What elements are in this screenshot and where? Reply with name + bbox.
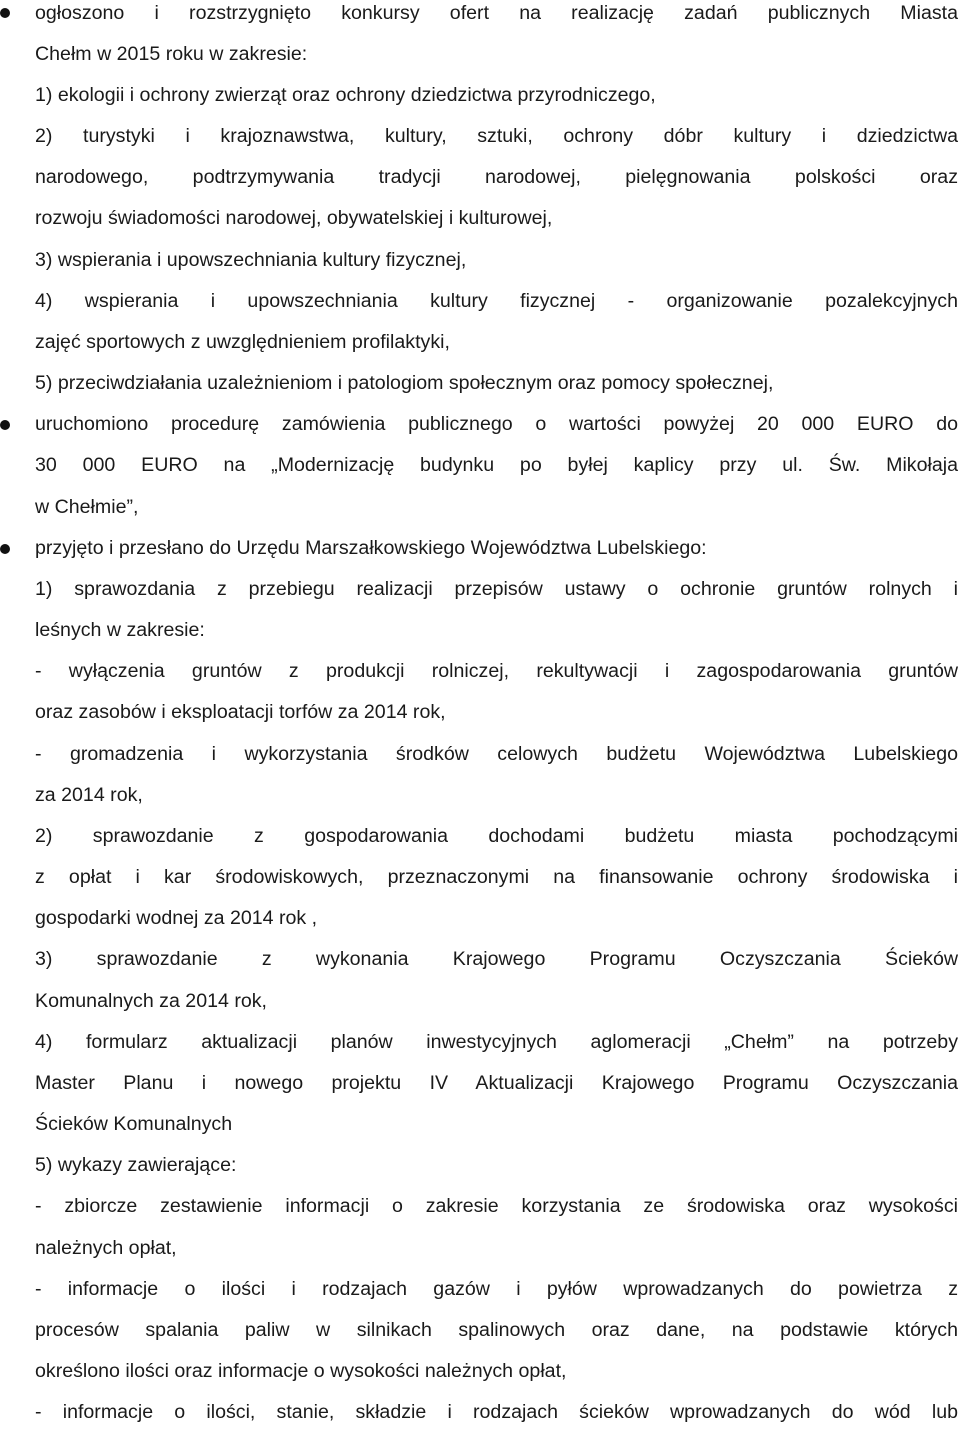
text-line: Komunalnych za 2014 rok, [35, 990, 267, 1012]
text-line: gospodarki wodnej za 2014 rok , [35, 907, 318, 929]
text-line: - gromadzenia i wykorzystania środków celowych budżetu Województwa Lubelskiego [35, 743, 958, 765]
bullet-icon [0, 8, 10, 18]
text-line: określono ilości oraz informacje o wysokości należnych opłat, [35, 1360, 567, 1382]
text-line: ogłoszono i rozstrzygnięto konkursy ofert na realizację zadań publicznych Miasta [35, 2, 958, 24]
text-line: za 2014 rok, [35, 784, 143, 806]
text-line: przyjęto i przesłano do Urzędu Marszałkowskiego Województwa Lubelskiego: [35, 537, 707, 559]
text-line: 2) turystyki i krajoznawstwa, kultury, sztuki, ochrony dóbr kultury i dziedzictwa [35, 125, 958, 147]
text-line: 1) sprawozdania z przebiegu realizacji przepisów ustawy o ochronie gruntów rolnych i [35, 578, 958, 600]
text-line: zajęć sportowych z uwzględnieniem profilaktyki, [35, 331, 450, 353]
text-line: procesów spalania paliw w silnikach spalinowych oraz dane, na podstawie których [35, 1319, 958, 1341]
text-line: 5) przeciwdziałania uzależnieniom i patologiom społecznym oraz pomocy społecznej, [35, 372, 774, 394]
text-line: w Chełmie”, [35, 496, 139, 518]
text-line: 3) sprawozdanie z wykonania Krajowego Programu Oczyszczania Ścieków [35, 948, 958, 970]
text-line: uruchomiono procedurę zamówienia publicznego o wartości powyżej 20 000 EURO do [35, 413, 958, 435]
bullet-icon [0, 544, 10, 554]
text-line: 30 000 EURO na „Modernizację budynku po byłej kaplicy przy ul. Św. Mikołaja [35, 454, 958, 476]
text-line: - zbiorcze zestawienie informacji o zakresie korzystania ze środowiska oraz wysokości [35, 1195, 958, 1217]
text-line: należnych opłat, [35, 1237, 177, 1259]
text-line: 5) wykazy zawierające: [35, 1154, 237, 1176]
bullet-icon [0, 420, 10, 430]
text-line: 4) wspierania i upowszechniania kultury fizycznej - organizowanie pozalekcyjnych [35, 290, 958, 312]
text-line: Master Planu i nowego projektu IV Aktualizacji Krajowego Programu Oczyszczania [35, 1072, 958, 1094]
text-line: - informacje o ilości, stanie, składzie i rodzajach ścieków wprowadzanych do wód lub [35, 1401, 958, 1423]
text-line: 2) sprawozdanie z gospodarowania dochodami budżetu miasta pochodzącymi [35, 825, 958, 847]
text-line: oraz zasobów i eksploatacji torfów za 2014 rok, [35, 701, 446, 723]
text-line: 1) ekologii i ochrony zwierząt oraz ochrony dziedzictwa przyrodniczego, [35, 84, 656, 106]
text-line: leśnych w zakresie: [35, 619, 205, 641]
text-line: - informacje o ilości i rodzajach gazów i pyłów wprowadzanych do powietrza z [35, 1278, 958, 1300]
text-line: rozwoju świadomości narodowej, obywatelskiej i kulturowej, [35, 207, 553, 229]
text-line: - wyłączenia gruntów z produkcji rolniczej, rekultywacji i zagospodarowania gruntów [35, 660, 958, 682]
text-line: narodowego, podtrzymywania tradycji narodowej, pielęgnowania polskości oraz [35, 166, 958, 188]
text-line: Chełm w 2015 roku w zakresie: [35, 43, 308, 65]
text-line: Ścieków Komunalnych [35, 1113, 233, 1135]
text-line: z opłat i kar środowiskowych, przeznaczonymi na finansowanie ochrony środowiska i [35, 866, 958, 888]
text-line: 3) wspierania i upowszechniania kultury fizycznej, [35, 249, 467, 271]
text-line: 4) formularz aktualizacji planów inwestycyjnych aglomeracji „Chełm” na potrzeby [35, 1031, 958, 1053]
